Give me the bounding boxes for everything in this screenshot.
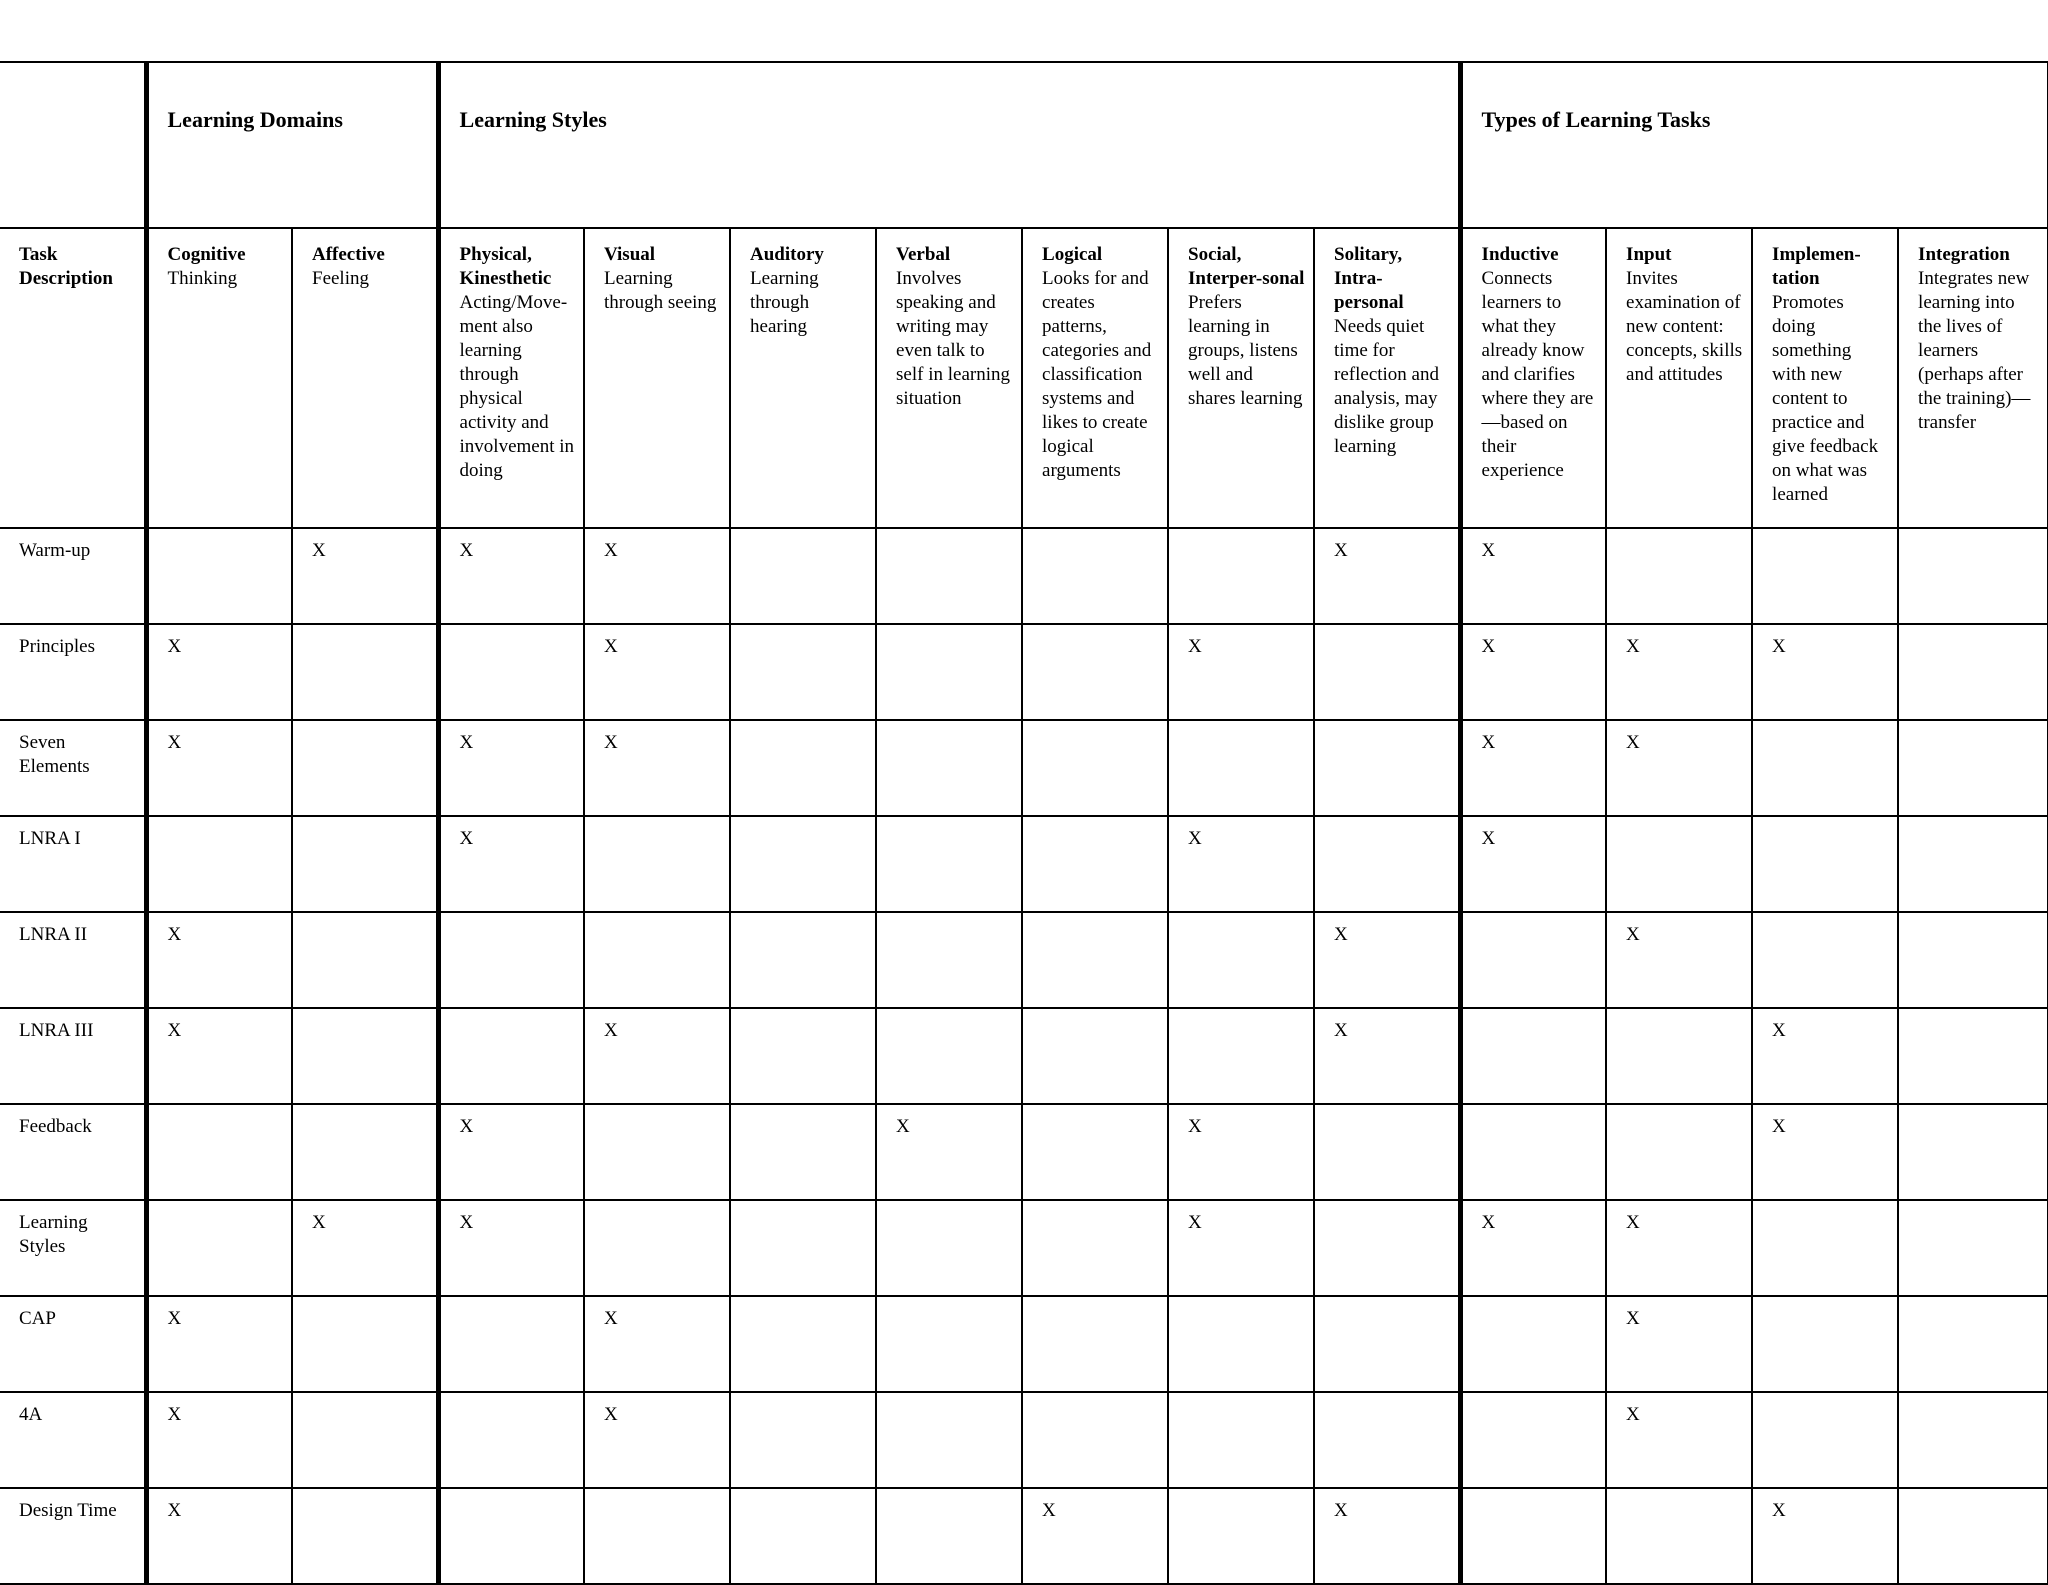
column-header-row <box>0 228 2048 528</box>
mark-cell: X <box>1752 624 1898 720</box>
mark-cell: X <box>1606 720 1752 816</box>
column-description: Promotes doing something with new content to practice and give feedback on what was learned <box>1772 292 1879 505</box>
mark-cell: X <box>1460 528 1606 624</box>
mark-cell: X <box>146 1488 292 1584</box>
mark-cell: X <box>1606 1296 1752 1392</box>
learning-matrix-table <box>0 61 2048 1585</box>
mark-cell <box>1606 816 1752 912</box>
mark-cell: X <box>146 912 292 1008</box>
mark-cell <box>292 1392 438 1488</box>
column-description: Learning through seeing <box>604 268 717 313</box>
mark-cell <box>730 912 876 1008</box>
mark-cell <box>1022 912 1168 1008</box>
table-row <box>0 1296 2048 1392</box>
mark-cell <box>1022 1104 1168 1200</box>
table-row <box>0 816 2048 912</box>
mark-cell <box>1752 1392 1898 1488</box>
column-header <box>1022 228 1168 528</box>
mark-cell <box>876 1008 1022 1104</box>
group-header-row <box>0 62 2048 228</box>
mark-cell <box>1022 528 1168 624</box>
table-row <box>0 624 2048 720</box>
mark-cell <box>1168 1392 1314 1488</box>
mark-cell <box>1898 1488 2048 1584</box>
group-learning-styles: Learning Styles <box>438 62 1460 228</box>
mark-cell <box>1460 912 1606 1008</box>
column-header <box>0 228 146 528</box>
mark-cell: X <box>438 720 584 816</box>
mark-cell: X <box>146 1296 292 1392</box>
mark-cell <box>730 528 876 624</box>
mark-cell <box>1752 720 1898 816</box>
mark-cell: X <box>1606 912 1752 1008</box>
mark-cell <box>292 816 438 912</box>
mark-cell <box>1314 1200 1460 1296</box>
mark-cell <box>1022 720 1168 816</box>
column-description: Thinking <box>167 268 238 289</box>
task-description-cell: Principles <box>0 624 146 720</box>
column-title: Visual <box>604 244 656 265</box>
mark-cell <box>1022 1296 1168 1392</box>
column-header <box>1752 228 1898 528</box>
mark-cell: X <box>146 624 292 720</box>
mark-cell <box>730 1104 876 1200</box>
mark-cell: X <box>584 1296 730 1392</box>
task-description-cell: LNRA I <box>0 816 146 912</box>
mark-cell <box>292 624 438 720</box>
mark-cell <box>730 1488 876 1584</box>
mark-cell <box>146 816 292 912</box>
mark-cell <box>292 1104 438 1200</box>
column-description: Looks for and creates patterns, categories and classification systems and likes to create logical arguments <box>1042 268 1152 481</box>
mark-cell <box>584 1200 730 1296</box>
mark-cell <box>876 720 1022 816</box>
mark-cell <box>730 1392 876 1488</box>
table-row <box>0 912 2048 1008</box>
task-description-cell: Feedback <box>0 1104 146 1200</box>
mark-cell: X <box>584 720 730 816</box>
mark-cell <box>1606 1104 1752 1200</box>
mark-cell: X <box>1314 912 1460 1008</box>
mark-cell: X <box>1460 1200 1606 1296</box>
mark-cell <box>292 912 438 1008</box>
column-title: Verbal <box>896 244 951 265</box>
mark-cell <box>1898 1008 2048 1104</box>
mark-cell: X <box>1460 816 1606 912</box>
mark-cell: X <box>1168 1104 1314 1200</box>
column-title: Auditory <box>750 244 824 265</box>
mark-cell <box>876 1488 1022 1584</box>
task-description-cell: CAP <box>0 1296 146 1392</box>
mark-cell: X <box>1314 1488 1460 1584</box>
mark-cell <box>438 912 584 1008</box>
task-description-cell: Design Time <box>0 1488 146 1584</box>
mark-cell: X <box>146 720 292 816</box>
mark-cell <box>1898 1200 2048 1296</box>
table-row <box>0 1392 2048 1488</box>
mark-cell: X <box>1752 1488 1898 1584</box>
group-learning-domains: Learning Domains <box>146 62 438 228</box>
column-title: Solitary, Intra-personal <box>1334 244 1404 313</box>
table-row <box>0 1104 2048 1200</box>
mark-cell <box>876 528 1022 624</box>
table-row <box>0 1488 2048 1584</box>
mark-cell <box>730 1200 876 1296</box>
mark-cell: X <box>438 816 584 912</box>
mark-cell <box>584 912 730 1008</box>
mark-cell <box>438 1296 584 1392</box>
mark-cell: X <box>1606 1200 1752 1296</box>
mark-cell: X <box>438 528 584 624</box>
column-header <box>1314 228 1460 528</box>
column-title: Logical <box>1042 244 1103 265</box>
mark-cell <box>1752 1200 1898 1296</box>
mark-cell: X <box>1314 528 1460 624</box>
mark-cell <box>1898 720 2048 816</box>
column-description: Integrates new learning into the lives of learners (perhaps after the training)—transfer <box>1918 268 2031 433</box>
column-title: Input <box>1626 244 1672 265</box>
column-header <box>146 228 292 528</box>
column-header <box>876 228 1022 528</box>
mark-cell <box>1022 624 1168 720</box>
column-description: Invites examination of new content: concepts, skills and attitudes <box>1626 268 1743 385</box>
mark-cell <box>1898 816 2048 912</box>
column-title: Task Description <box>19 244 113 289</box>
column-title: Integration <box>1918 244 2010 265</box>
mark-cell <box>584 1104 730 1200</box>
mark-cell <box>1898 624 2048 720</box>
mark-cell <box>438 1488 584 1584</box>
group-header-blank <box>0 62 146 228</box>
mark-cell <box>1898 528 2048 624</box>
mark-cell <box>146 1104 292 1200</box>
mark-cell: X <box>438 1200 584 1296</box>
mark-cell <box>876 816 1022 912</box>
mark-cell <box>584 1488 730 1584</box>
column-header <box>438 228 584 528</box>
mark-cell <box>146 1200 292 1296</box>
mark-cell <box>1606 1008 1752 1104</box>
task-description-cell: 4A <box>0 1392 146 1488</box>
mark-cell <box>1898 1104 2048 1200</box>
column-title: Implemen-tation <box>1772 244 1861 289</box>
mark-cell <box>1460 1296 1606 1392</box>
mark-cell <box>292 1008 438 1104</box>
column-header <box>1606 228 1752 528</box>
mark-cell <box>584 816 730 912</box>
mark-cell: X <box>584 1008 730 1104</box>
mark-cell <box>1898 1392 2048 1488</box>
mark-cell <box>1460 1488 1606 1584</box>
mark-cell <box>1898 912 2048 1008</box>
task-description-cell: Learning Styles <box>0 1200 146 1296</box>
mark-cell <box>1168 720 1314 816</box>
mark-cell <box>876 1296 1022 1392</box>
mark-cell <box>1168 1488 1314 1584</box>
mark-cell <box>1752 816 1898 912</box>
column-header <box>1168 228 1314 528</box>
mark-cell <box>876 1392 1022 1488</box>
mark-cell <box>1022 1392 1168 1488</box>
mark-cell <box>1606 528 1752 624</box>
mark-cell <box>438 624 584 720</box>
mark-cell: X <box>1460 624 1606 720</box>
mark-cell <box>730 720 876 816</box>
column-title: Inductive <box>1481 244 1559 265</box>
column-description: Prefers learning in groups, listens well and shares learning <box>1188 292 1303 409</box>
mark-cell <box>292 720 438 816</box>
column-description: Needs quiet time for reflection and analysis, may dislike group learning <box>1334 316 1439 457</box>
learning-matrix <box>0 61 2048 1585</box>
mark-cell: X <box>1314 1008 1460 1104</box>
mark-cell: X <box>1606 624 1752 720</box>
column-header <box>584 228 730 528</box>
mark-cell <box>1606 1488 1752 1584</box>
mark-cell <box>730 816 876 912</box>
mark-cell: X <box>584 1392 730 1488</box>
mark-cell <box>1022 1008 1168 1104</box>
mark-cell <box>1898 1296 2048 1392</box>
mark-cell <box>1314 624 1460 720</box>
mark-cell <box>1460 1104 1606 1200</box>
mark-cell <box>438 1392 584 1488</box>
mark-cell <box>1168 912 1314 1008</box>
mark-cell: X <box>1168 1200 1314 1296</box>
mark-cell <box>1314 720 1460 816</box>
mark-cell <box>1314 1296 1460 1392</box>
table-row <box>0 1200 2048 1296</box>
mark-cell <box>1022 1200 1168 1296</box>
mark-cell <box>1460 1008 1606 1104</box>
mark-cell <box>1168 528 1314 624</box>
mark-cell <box>1314 1104 1460 1200</box>
mark-cell: X <box>1752 1008 1898 1104</box>
mark-cell <box>1168 1008 1314 1104</box>
mark-cell: X <box>1752 1104 1898 1200</box>
mark-cell <box>876 624 1022 720</box>
column-description: Connects learners to what they already know and clarifies where they are—based on their experience <box>1481 268 1594 481</box>
mark-cell <box>1314 1392 1460 1488</box>
column-title: Cognitive <box>167 244 246 265</box>
mark-cell <box>438 1008 584 1104</box>
mark-cell: X <box>1606 1392 1752 1488</box>
task-description-cell: LNRA II <box>0 912 146 1008</box>
mark-cell <box>876 912 1022 1008</box>
task-description-cell: LNRA III <box>0 1008 146 1104</box>
group-learning-tasks: Types of Learning Tasks <box>1460 62 2048 228</box>
mark-cell <box>292 1488 438 1584</box>
mark-cell: X <box>876 1104 1022 1200</box>
table-row <box>0 528 2048 624</box>
column-header <box>292 228 438 528</box>
column-title: Affective <box>312 244 385 265</box>
mark-cell <box>1752 912 1898 1008</box>
mark-cell: X <box>292 528 438 624</box>
mark-cell <box>1752 1296 1898 1392</box>
mark-cell: X <box>146 1008 292 1104</box>
column-header <box>1898 228 2048 528</box>
table-row <box>0 1008 2048 1104</box>
mark-cell: X <box>292 1200 438 1296</box>
mark-cell <box>1168 1296 1314 1392</box>
column-description: Feeling <box>312 268 369 289</box>
mark-cell: X <box>438 1104 584 1200</box>
mark-cell <box>1314 816 1460 912</box>
mark-cell <box>730 624 876 720</box>
mark-cell <box>1022 816 1168 912</box>
mark-cell: X <box>584 624 730 720</box>
task-description-cell: Seven Elements <box>0 720 146 816</box>
mark-cell: X <box>1022 1488 1168 1584</box>
column-description: Learning through hearing <box>750 268 819 337</box>
mark-cell: X <box>1460 720 1606 816</box>
mark-cell <box>1460 1392 1606 1488</box>
column-description: Involves speaking and writing may even talk to self in learning situation <box>896 268 1010 409</box>
mark-cell: X <box>584 528 730 624</box>
column-header <box>730 228 876 528</box>
mark-cell: X <box>1168 624 1314 720</box>
mark-cell <box>730 1296 876 1392</box>
table-row <box>0 720 2048 816</box>
column-title: Social, Interper-sonal <box>1188 244 1305 289</box>
mark-cell <box>730 1008 876 1104</box>
mark-cell <box>146 528 292 624</box>
mark-cell <box>292 1296 438 1392</box>
mark-cell <box>876 1200 1022 1296</box>
mark-cell: X <box>146 1392 292 1488</box>
column-header <box>1460 228 1606 528</box>
task-description-cell: Warm-up <box>0 528 146 624</box>
column-description: Acting/Move-ment also learning through physical activity and involvement in doing <box>459 292 575 481</box>
column-title: Physical, Kinesthetic <box>459 244 552 289</box>
mark-cell <box>1752 528 1898 624</box>
mark-cell: X <box>1168 816 1314 912</box>
